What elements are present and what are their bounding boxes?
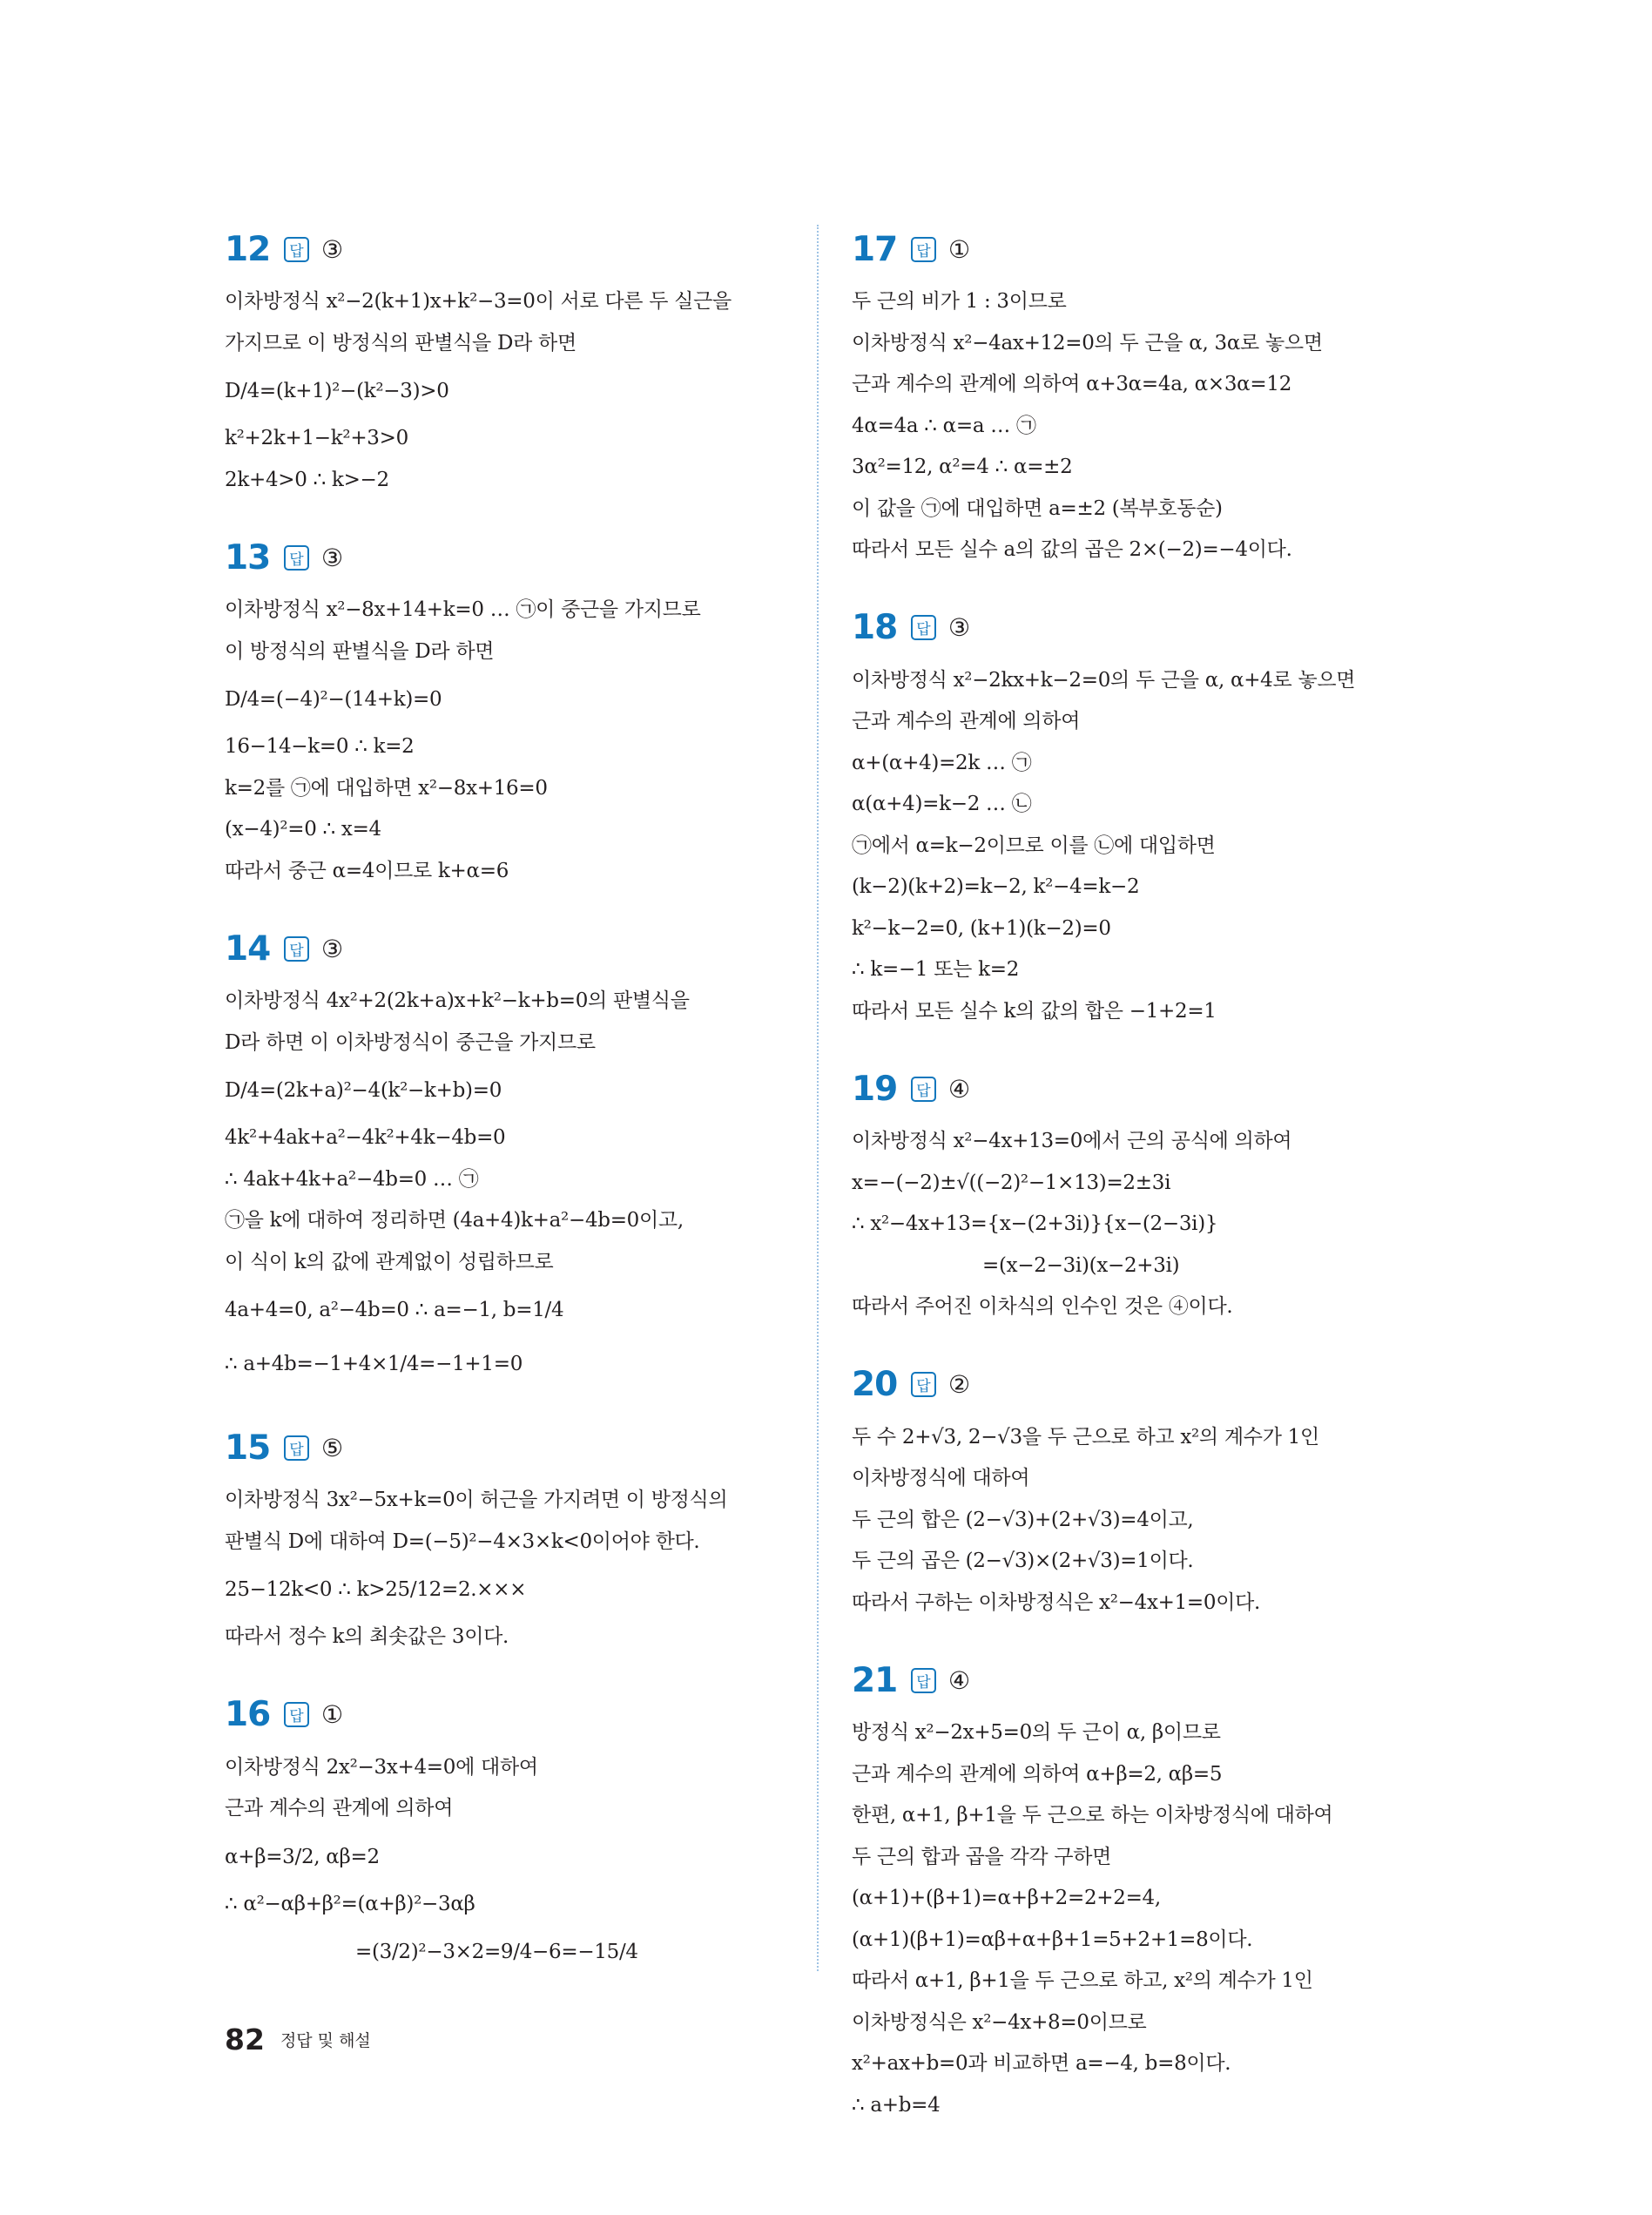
- solution-line: D/4=(−4)²−(14+k)=0: [225, 688, 442, 711]
- solution-line: x²+ax+b=0과 비교하면 a=−4, b=8이다.: [852, 2052, 1231, 2075]
- solution-line: ∴ α²−αβ+β²=(α+β)²−3αβ: [225, 1892, 475, 1915]
- solution-line: 따라서 주어진 이차식의 인수인 것은 ④이다.: [852, 1295, 1233, 1318]
- solution-line: 두 근의 곱은 (2−√3)×(2+√3)=1이다.: [852, 1550, 1194, 1572]
- solution-line: 근과 계수의 관계에 의하여 α+β=2, αβ=5: [852, 1762, 1223, 1786]
- page-label: 정답 및 해설: [280, 2031, 371, 2050]
- solution-line: D/4=(k+1)²−(k²−3)>0: [225, 380, 449, 402]
- answer-badge: 답: [284, 1435, 309, 1461]
- solution-line: 따라서 모든 실수 a의 값의 곱은 2×(−2)=−4이다.: [852, 538, 1292, 561]
- answer-choice: ①: [321, 1700, 344, 1729]
- solution-line: k²+2k+1−k²+3>0: [225, 427, 408, 449]
- solution-line: ∴ a+4b=−1+4×1/4=−1+1=0: [225, 1353, 523, 1375]
- solution-line: 이차방정식 x²−8x+14+k=0 … ㉠이 중근을 가지므로: [225, 598, 701, 621]
- problem-number: 15: [225, 1428, 271, 1468]
- page-footer: [225, 2023, 371, 2056]
- right-column: [852, 222, 1426, 2156]
- problem-17: [852, 222, 1426, 571]
- solution-line: 25−12k<0 ∴ k>25/12=2.×××: [225, 1578, 527, 1601]
- solution-line: 두 근의 합은 (2−√3)+(2+√3)=4이고,: [852, 1508, 1194, 1531]
- answer-badge: 답: [284, 1702, 309, 1727]
- problem-21: [852, 1653, 1426, 2126]
- problem-number: 17: [852, 229, 898, 269]
- page-number: 82: [225, 2023, 265, 2056]
- problem-18: [852, 601, 1426, 1033]
- column-divider: [817, 225, 819, 1971]
- problem-19: [852, 1062, 1426, 1328]
- solution-line: α(α+4)=k−2 … ㉡: [852, 793, 1032, 815]
- solution-line: 이차방정식은 x²−4x+8=0이므로: [852, 2010, 1147, 2034]
- solution-line: k=2를 ㉠에 대입하면 x²−8x+16=0: [225, 776, 548, 800]
- solution-line: 근과 계수의 관계에 의하여 α+3α=4a, α×3α=12: [852, 373, 1292, 395]
- solution-line: 이 값을 ㉠에 대입하면 a=±2 (복부호동순): [852, 496, 1223, 520]
- solution-line: 4k²+4ak+a²−4k²+4k−4b=0: [225, 1126, 506, 1149]
- solution-line: 근과 계수의 관계에 의하여: [225, 1797, 454, 1820]
- answer-choice: ④: [948, 1665, 971, 1695]
- solution-line: 따라서 중근 α=4이므로 k+α=6: [225, 859, 509, 882]
- problem-16: [225, 1688, 799, 1980]
- problem-number: 13: [225, 537, 271, 577]
- solution-line: 이차방정식 3x²−5x+k=0이 허근을 가지려면 이 방정식의: [225, 1489, 728, 1511]
- solution-line: 따라서 구하는 이차방정식은 x²−4x+1=0이다.: [852, 1590, 1261, 1614]
- solution-line: ∴ x²−4x+13={x−(2+3i)}{x−(2−3i)}: [852, 1212, 1218, 1235]
- solution-line: 3α²=12, α²=4 ∴ α=±2: [852, 456, 1073, 478]
- answer-choice: ③: [321, 234, 344, 264]
- problem-header: [852, 601, 1426, 655]
- solution-line: 따라서 모든 실수 k의 값의 합은 −1+2=1: [852, 999, 1217, 1023]
- solution-line: ㉠을 k에 대하여 정리하면 (4a+4)k+a²−4b=0이고,: [225, 1209, 684, 1232]
- solution-line: 판별식 D에 대하여 D=(−5)²−4×3×k<0이어야 한다.: [225, 1530, 700, 1553]
- solution-line: 이차방정식 2x²−3x+4=0에 대하여: [225, 1755, 538, 1779]
- solution-line: (α+1)(β+1)=αβ+α+β+1=5+2+1=8이다.: [852, 1928, 1253, 1951]
- solution-line: 가지므로 이 방정식의 판별식을 D라 하면: [225, 331, 577, 355]
- solution-line: 이 식이 k의 값에 관계없이 성립하므로: [225, 1250, 554, 1273]
- problem-number: 20: [852, 1365, 898, 1404]
- solution-line: 이차방정식 x²−2kx+k−2=0의 두 근을 α, α+4로 놓으면: [852, 668, 1356, 692]
- solution-line: 16−14−k=0 ∴ k=2: [225, 735, 415, 758]
- answer-choice: ③: [321, 934, 344, 963]
- problem-number: 19: [852, 1069, 898, 1109]
- solution-line: ∴ 4ak+4k+a²−4b=0 … ㉠: [225, 1167, 479, 1191]
- problem-number: 16: [225, 1695, 271, 1734]
- problem-14: [225, 922, 799, 1391]
- solution-line: D라 하면 이 이차방정식이 중근을 가지므로: [225, 1030, 596, 1054]
- problem-12: [225, 222, 799, 501]
- solution-line: =(3/2)²−3×2=9/4−6=−15/4: [355, 1941, 638, 1963]
- problem-number: 21: [852, 1660, 898, 1700]
- answer-choice: ③: [321, 543, 344, 572]
- answer-badge: 답: [284, 936, 309, 962]
- solution-line: 근과 계수의 관계에 의하여: [852, 710, 1081, 733]
- solution-line: 두 수 2+√3, 2−√3을 두 근으로 하고 x²의 계수가 1인: [852, 1425, 1319, 1449]
- problem-header: [225, 922, 799, 976]
- answer-badge: 답: [911, 615, 936, 640]
- solution-line: 이 방정식의 판별식을 D라 하면: [225, 639, 495, 663]
- answer-badge: 답: [911, 1668, 936, 1693]
- problem-header: [225, 1421, 799, 1475]
- solution-line: k²−k−2=0, (k+1)(k−2)=0: [852, 916, 1111, 940]
- solution-line: 이차방정식 x²−2(k+1)x+k²−3=0이 서로 다른 두 실근을: [225, 290, 732, 313]
- solution-line: 이차방정식 4x²+2(2k+a)x+k²−k+b=0의 판별식을: [225, 989, 690, 1012]
- problem-number: 12: [225, 229, 271, 269]
- solution-line: (k−2)(k+2)=k−2, k²−4=k−2: [852, 875, 1140, 898]
- answer-choice: ①: [948, 234, 971, 264]
- answer-badge: 답: [284, 545, 309, 571]
- answer-choice: ④: [948, 1074, 971, 1104]
- solution-line: 따라서 정수 k의 최솟값은 3이다.: [225, 1625, 509, 1648]
- problem-header: [852, 1358, 1426, 1412]
- problem-15: [225, 1421, 799, 1658]
- solution-line: =(x−2−3i)(x−2+3i): [982, 1253, 1180, 1277]
- solution-line: ㉠에서 α=k−2이므로 이를 ㉡에 대입하면: [852, 834, 1216, 857]
- problem-number: 14: [225, 929, 271, 969]
- solution-line: 따라서 α+1, β+1을 두 근으로 하고, x²의 계수가 1인: [852, 1969, 1313, 1992]
- solution-line: 이차방정식에 대하여: [852, 1467, 1030, 1489]
- answer-choice: ⑤: [321, 1433, 344, 1462]
- answer-badge: 답: [911, 1372, 936, 1397]
- answer-choice: ③: [948, 613, 971, 642]
- solution-line: α+β=3/2, αβ=2: [225, 1845, 380, 1868]
- solution-line: (α+1)+(β+1)=α+β+2=2+2=4,: [852, 1887, 1161, 1909]
- solution-line: α+(α+4)=2k … ㉠: [852, 751, 1032, 774]
- solution-line: 두 근의 합과 곱을 각각 구하면: [852, 1845, 1112, 1868]
- problem-header: [225, 1688, 799, 1742]
- problem-number: 18: [852, 608, 898, 647]
- problem-header: [852, 1062, 1426, 1116]
- solution-line: D/4=(2k+a)²−4(k²−k+b)=0: [225, 1079, 502, 1102]
- answer-badge: 답: [911, 1077, 936, 1102]
- solution-line: 2k+4>0 ∴ k>−2: [225, 468, 389, 491]
- solution-line: 방정식 x²−2x+5=0의 두 근이 α, β이므로: [852, 1721, 1221, 1744]
- solution-line: 4a+4=0, a²−4b=0 ∴ a=−1, b=1/4: [225, 1299, 564, 1321]
- problem-header: [225, 530, 799, 584]
- solution-line: ∴ k=−1 또는 k=2: [852, 958, 1020, 981]
- answer-badge: 답: [911, 237, 936, 262]
- solution-line: ∴ a+b=4: [852, 2093, 941, 2117]
- solution-line: 한편, α+1, β+1을 두 근으로 하는 이차방정식에 대하여: [852, 1804, 1333, 1827]
- solution-line: x=−(−2)±√((−2)²−1×13)=2±3i: [852, 1171, 1171, 1194]
- solution-line: 이차방정식 x²−4x+13=0에서 근의 공식에 의하여: [852, 1130, 1292, 1152]
- problem-20: [852, 1358, 1426, 1624]
- answer-choice: ②: [948, 1370, 971, 1399]
- solution-line: 4α=4a ∴ α=a … ㉠: [852, 414, 1036, 437]
- answer-badge: 답: [284, 237, 309, 262]
- problem-13: [225, 530, 799, 892]
- solution-line: 이차방정식 x²−4ax+12=0의 두 근을 α, 3α로 놓으면: [852, 331, 1323, 355]
- solution-line: 두 근의 비가 1 : 3이므로: [852, 290, 1067, 313]
- problem-header: [225, 222, 799, 276]
- problem-header: [852, 222, 1426, 276]
- problem-header: [852, 1653, 1426, 1707]
- left-column: [225, 222, 799, 2009]
- solution-line: (x−4)²=0 ∴ x=4: [225, 818, 381, 841]
